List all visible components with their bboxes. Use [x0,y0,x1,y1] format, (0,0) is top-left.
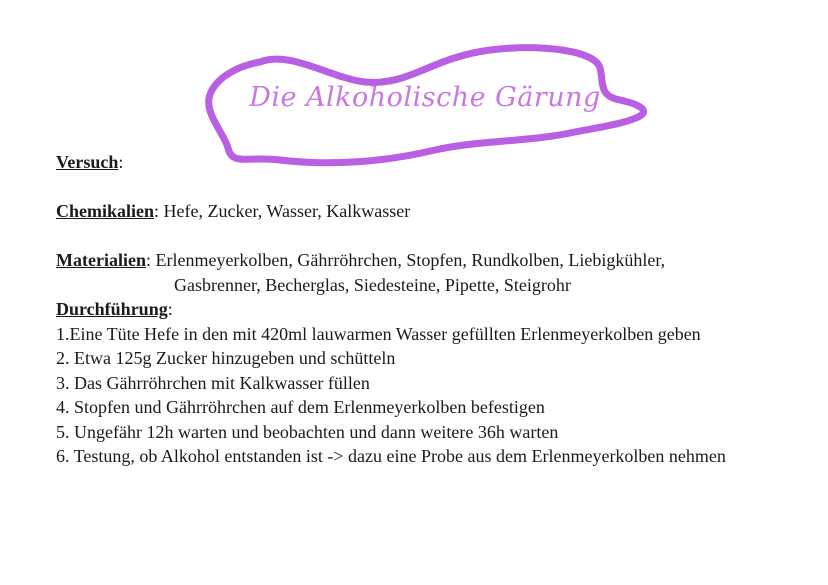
spacer [56,175,796,200]
chemikalien-text: : Hefe, Zucker, Wasser, Kalkwasser [154,201,411,221]
step-4: 4. Stopfen und Gährröhrchen auf dem Erlenmeyerkolben befestigen [56,397,545,417]
versuch-colon: : [118,152,124,172]
materialien-line [56,248,796,273]
materialien-continuation: Gasbrenner, Becherglas, Siedesteine, Pipette, Steigrohr [174,274,571,295]
chemikalien-line [56,199,796,224]
step-1: 1.Eine Tüte Hefe in den mit 420ml lauwarmen Wasser gefüllten Erlenmeyerkolben geben [56,323,701,344]
document-body [56,150,796,469]
materialien-heading: Materialien [56,250,146,270]
durchfuehrung-colon: : [167,299,173,319]
durchfuehrung-line [56,297,796,322]
durchfuehrung-heading: Durchführung [56,299,168,319]
spacer [56,224,796,249]
versuch-line [56,150,796,175]
page-title: Die Alkoholische Gärung [249,82,601,113]
step-5: 5. Ungefähr 12h warten und beobachten und dann weitere 36h warten [56,421,559,442]
step-2: 2. Etwa 125g Zucker hinzugeben und schütteln [56,348,396,368]
versuch-heading: Versuch [56,152,119,172]
chemikalien-heading: Chemikalien [56,201,155,221]
step-3: 3. Das Gährröhrchen mit Kalkwasser füllen [56,372,370,393]
materialien-text: : Erlenmeyerkolben, Gährröhrchen, Stopfen, Rundkolben, Liebigkühler, [145,250,666,270]
step-6: 6. Testung, ob Alkohol entstanden ist -> dazu eine Probe aus dem Erlenmeyerkolben nehmen [56,446,726,466]
